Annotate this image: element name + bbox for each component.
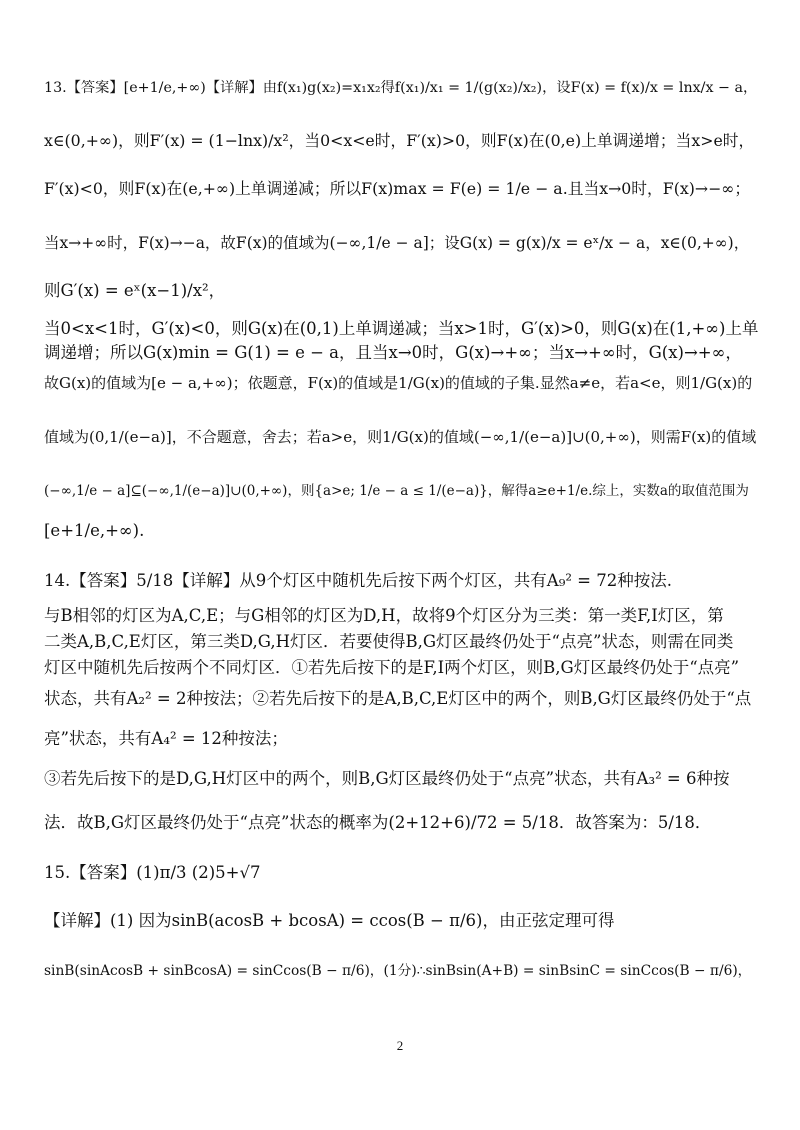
text-line: (−∞,1/e − a]⊆(−∞,1/(e−a)]∪(0,+∞)，则{a>e; 1/e − a ≤ 1/(e−a)}，解得a≥e+1/e.综上，实数a的取值范围为 — [44, 483, 749, 499]
text-line: F′(x)<0，则F(x)在(e,+∞)上单调递减；所以F(x)max = F(e) = 1/e − a.且当x→0时，F(x)→−∞； — [44, 179, 751, 198]
text-line: 值域为(0,1/(e−a)]，不合题意，舍去；若a>e，则1/G(x)的值域(−∞,1/(e−a)]∪(0,+∞)，则需F(x)的值域 — [44, 428, 757, 446]
text-line: 法．故B,G灯区最终仍处于“点亮”状态的概率为(2+12+6)/72 = 5/18．故答案为：5/18． — [44, 813, 712, 832]
text-line: sinB(sinAcosB + sinBcosA) = sinCcos(B − π/6)，(1分)∴sinBsin(A+B) = sinBsinC = sinCcos(B − π/6)， — [44, 963, 752, 979]
text-line: ③若先后按下的是D,G,H灯区中的两个，则B,G灯区最终仍处于“点亮”状态，共有A₃² = 6种按 — [44, 769, 730, 788]
text-line: 15.【答案】(1)π/3 (2)5+√7 — [44, 863, 261, 882]
text-line: 当0<x<1时，G′(x)<0，则G(x)在(0,1)上单调递减；当x>1时，G′(x)>0，则G(x)在(1,+∞)上单 — [44, 319, 759, 338]
text-line: 调递增；所以G(x)min = G(1) = e − a，且当x→0时，G(x)→+∞；当x→+∞时，G(x)→+∞， — [44, 343, 742, 362]
text-line: 亮”状态，共有A₄² = 12种按法； — [44, 729, 288, 748]
text-line: 二类A,B,C,E灯区，第三类D,G,H灯区．若要使得B,G灯区最终仍处于“点亮”状态，则需在同类 — [44, 632, 734, 651]
text-line: 14.【答案】5/18【详解】从9个灯区中随机先后按下两个灯区，共有A₉² = 72种按法. — [44, 571, 672, 590]
page-number: 2 — [396, 1038, 404, 1053]
text-line: 状态，共有A₂² = 2种按法；②若先后按下的是A,B,C,E灯区中的两个，则B,G灯区最终仍处于“点 — [44, 689, 752, 708]
text-line: 则G′(x) = eˣ(x−1)/x²， — [44, 281, 226, 300]
text-line: [e+1/e,+∞). — [44, 521, 145, 540]
text-line: 当x→+∞时，F(x)→−a，故F(x)的值域为(−∞,1/e − a]；设G(x) = g(x)/x = eˣ/x − a，x∈(0,+∞)， — [44, 234, 750, 252]
text-line: 【详解】(1) 因为sinB(acosB + bcosA) = ccos(B − π/6)，由正弦定理可得 — [44, 911, 615, 930]
text-line: x∈(0,+∞)，则F′(x) = (1−lnx)/x²，当0<x<e时，F′(x)>0，则F(x)在(0,e)上单调递增；当x>e时， — [44, 131, 755, 150]
text-line: 13.【答案】[e+1/e,+∞)【详解】由f(x₁)g(x₂)=x₁x₂得f(x₁)/x₁ = 1/(g(x₂)/x₂)，设F(x) = f(x)/x = lnx/x − a， — [44, 80, 758, 96]
text-line: 灯区中随机先后按两个不同灯区．①若先后按下的是F,I两个灯区，则B,G灯区最终仍处于“点亮” — [44, 658, 740, 677]
text-line: 与B相邻的灯区为A,C,E；与G相邻的灯区为D,H，故将9个灯区分为三类：第一类F,I灯区，第 — [44, 606, 724, 625]
text-line: 故G(x)的值域为[e − a,+∞)；依题意，F(x)的值域是1/G(x)的值域的子集.显然a≠e，若a<e，则1/G(x)的 — [44, 374, 753, 392]
